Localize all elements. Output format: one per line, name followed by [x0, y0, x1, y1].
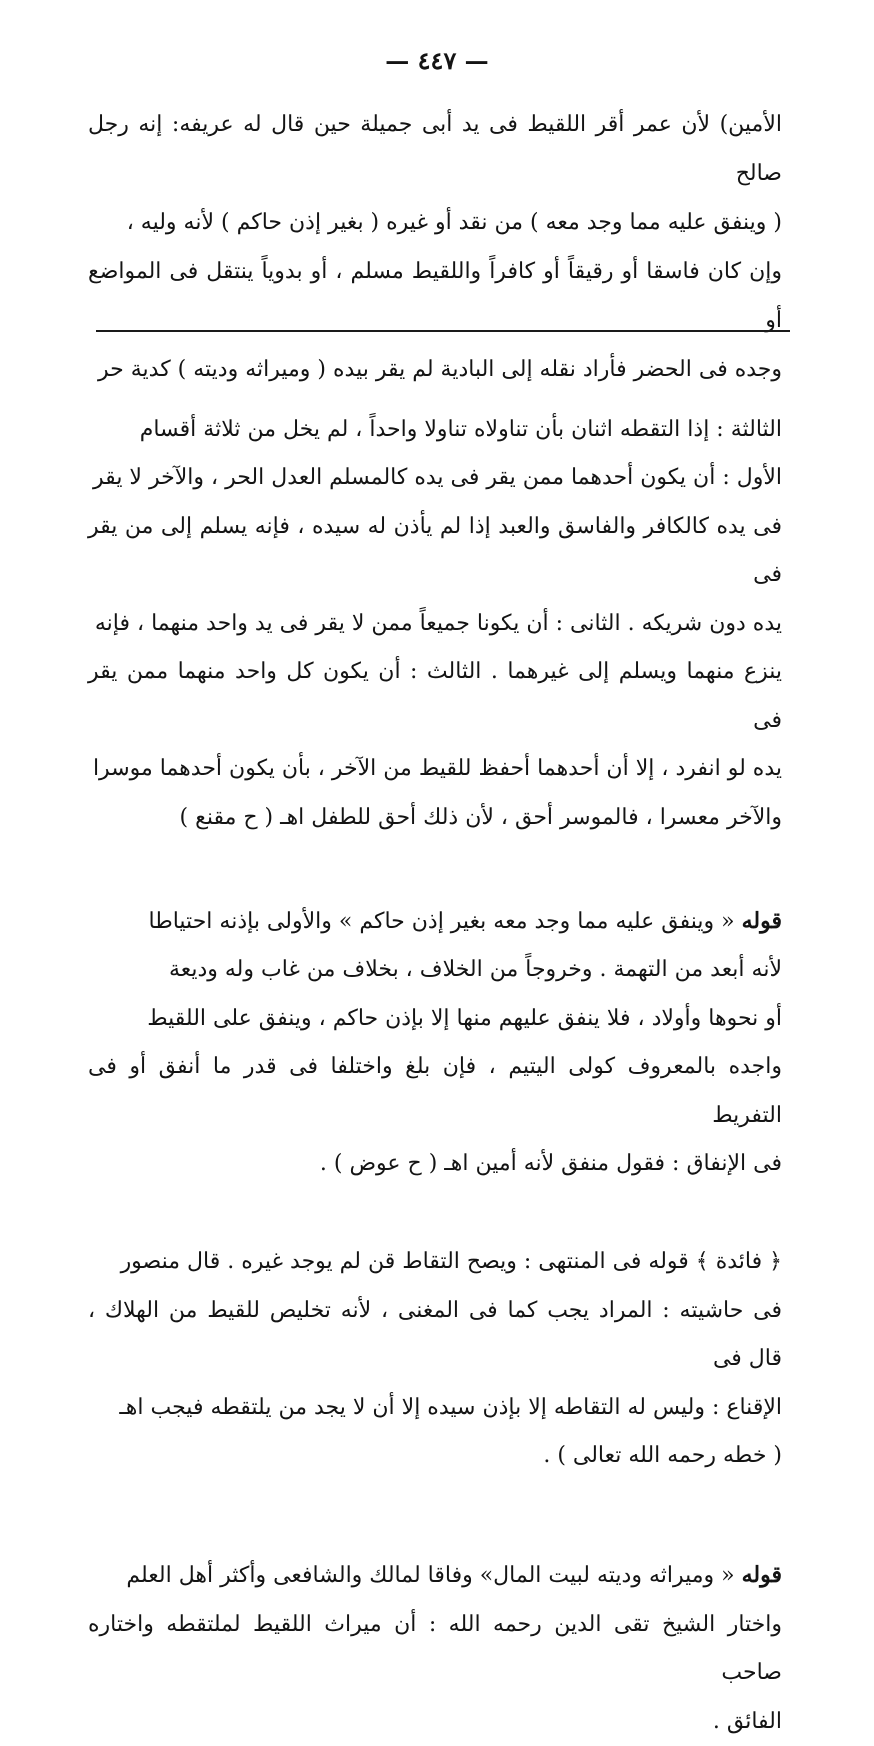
main-paragraph: الأمين) لأن عمر أقر اللقيط فى يد أبى جميلة حين قال له عريفه: إنه رجل صالح ( وينفق عليه مما وجد معه ) من نقد أو غيره ( بغير إذن حاكم ) لأنه وليه ، وإن كان فاسقا أو رقيقاً أو كافراً واللقيط مسلم ، أو بدوياً ينتقل فى المواضع أو وجده فى الحضر فأراد نقله إلى البادية لم يقر بيده ( وميراثه وديته ) كدية حر	[88, 100, 782, 394]
footnote-divider	[96, 330, 790, 332]
footnote-paragraph	[88, 848, 782, 1189]
footnote-paragraph	[88, 1189, 782, 1481]
footnote-paragraph	[88, 356, 782, 842]
footnote-lead: قوله	[742, 908, 782, 934]
footnote-text: « وينفق عليه مما وجد معه بغير إذن حاكم » والأولى بإذنه احتياطا لأنه أبعد من التهمة . وخروجاً من الخلاف ، بخلاف من غاب وله وديعة أو نحوها وأولاد ، فلا ينفق عليهم منها إلا بإذن حاكم ، وينفق على اللقيط واجده بالمعروف كولى اليتيم ، فإن بلغ واختلفا فى قدر ما أنفق أو فى التفريط فى الإنفاق : فقول منفق لأنه أمين اهـ ( ح عوض ) .	[88, 909, 782, 1177]
footnote-lead: قوله	[742, 1562, 782, 1588]
main-text	[88, 100, 782, 394]
page-number: — ٤٤٧ —	[0, 46, 874, 75]
footnote-text: ﴿ فائدة ﴾ قوله فى المنتهى : ويصح التقاط قن لم يوجد غيره . قال منصور فى حاشيته : المراد يجب كما فى المغنى ، لأنه تخليص للقيط من الهلاك ، قال فى الإقناع : وليس له التقاطه إلا بإذن سيده إلا أن لا يجد من يلتقطه فيجب اهـ ( خطه رحمه الله تعالى ) .	[88, 1249, 782, 1468]
footnotes-section	[88, 356, 782, 1746]
footnote-text: الثالثة : إذا التقطه اثنان بأن تناولاه تناولا واحداً ، لم يخل من ثلاثة أقسام الأول : أن يكون أحدهما ممن يقر فى يده كالمسلم العدل الحر ، والآخر لا يقر فى يده كالكافر والفاسق والعبد إذا لم يأذن له سيده ، فإنه يسلم إلى من يقر فى يده دون شريكه . الثانى : أن يكونا جميعاً ممن لا يقر فى يد واحد منهما ، فإنه ينزع منهما ويسلم إلى غيرهما . الثالث : أن يكون كل واحد منهما ممن يقر فى يده لو انفرد ، إلا أن أحدهما أحفظ للقيط من الآخر ، بأن يكون أحدهما موسرا والآخر معسرا ، فالموسر أحق ، لأن ذلك أحق للطفل اهـ ( ح مقنع )	[88, 417, 782, 830]
footnote-text: « وميراثه وديته لبيت المال» وفاقا لمالك والشافعى وأكثر أهل العلم واختار الشيخ تقى الدين رحمه الله : أن ميراث اللقيط لملتقطه واختاره صاحب الفائق .	[88, 1563, 782, 1734]
footnote-paragraph	[88, 1503, 782, 1746]
